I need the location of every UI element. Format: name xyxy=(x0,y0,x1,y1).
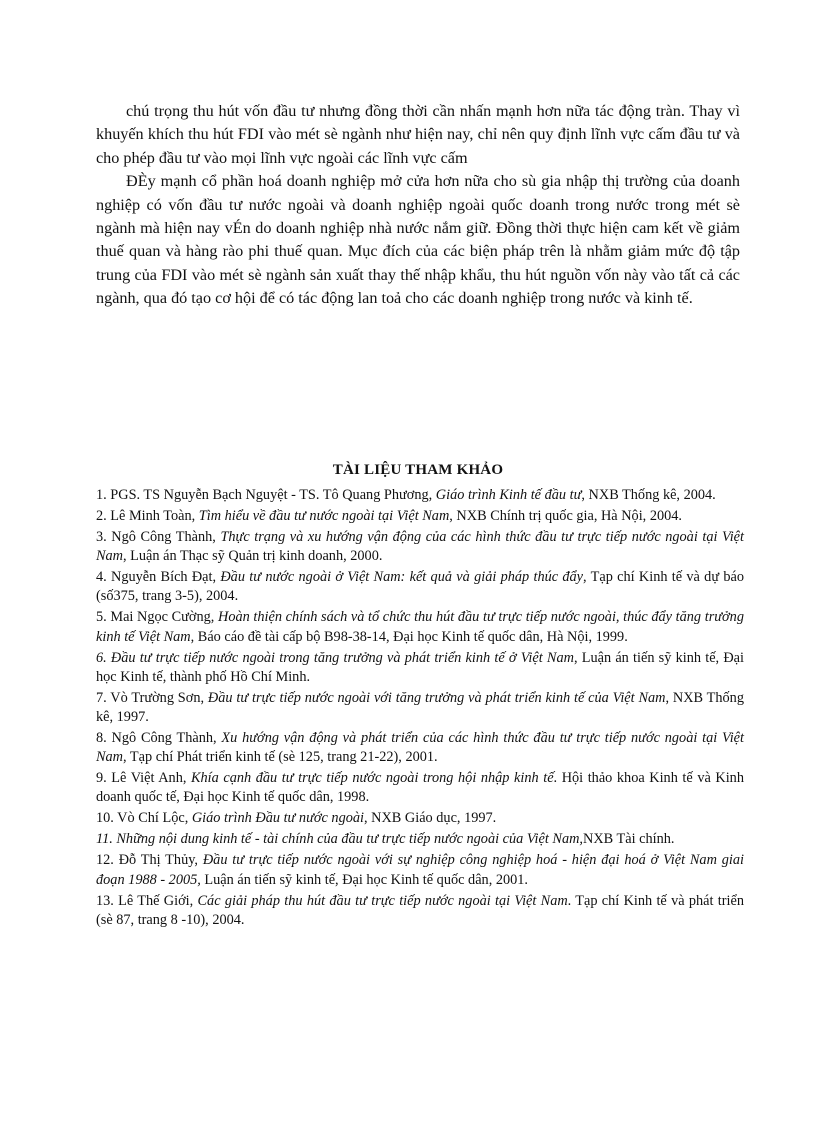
reference-item: 11. Những nội dung kinh tế - tài chính của đầu tư trực tiếp nước ngoài của Việt Nam,NXB Tài chính. xyxy=(96,831,675,848)
paragraph: ĐÈy mạnh cổ phần hoá doanh nghiệp mở cửa hơn nữa cho sù gia nhập thị trường của doanh nghiệp có vốn đầu tư nước ngoài và doanh nghiệp ngoài quốc doanh trong nước trong mét sè ngành mà hiện nay vÉn do doanh nghiệp nhà nước nắm giữ. Đồng thời thực hiện cam kết về giảm thuế quan và hàng rào phi thuế quan. Mục đích của các biện pháp trên là nhằm giảm mức độ tập trung của FDI vào mét sè ngành sản xuất thay thế nhập khẩu, thu hút nguồn vốn này vào tất cả các ngành, qua đó tạo cơ hội để có tác động lan toả cho các doanh nghiệp trong nước và kinh tế. xyxy=(96,172,740,308)
reference-item: 7. Vò Trường Sơn, Đầu tư trực tiếp nước ngoài với tăng trưởng và phát triển kinh tế của Việt Nam, NXB Thống kê, 1997. xyxy=(96,689,744,726)
reference-item: 8. Ngô Công Thành, Xu hướng vận động và phát triển của các hình thức đầu tư trực tiếp nước ngoài tại Việt Nam, Tạp chí Phát triển kinh tế (sè 125, trang 21-22), 2001. xyxy=(96,730,744,766)
reference-item: 9. Lê Việt Anh, Khía cạnh đầu tư trực tiếp nước ngoài trong hội nhập kinh tế. Hội thảo khoa Kinh tế và Kinh doanh quốc tế, Đại học Kinh tế quốc dân, 1998. xyxy=(96,770,744,806)
reference-item: 4. Nguyễn Bích Đạt, Đầu tư nước ngoài ở Việt Nam: kết quả và giải pháp thúc đẩy, Tạp chí Kinh tế và dự báo (số375, trang 3-5), 2004. xyxy=(96,569,744,605)
reference-item: 12. Đỗ Thị Thủy, Đầu tư trực tiếp nước ngoài với sự nghiệp công nghiệp hoá - hiện đại hoá ở Việt Nam giai đoạn 1988 - 2005, Luận án tiến sỹ kinh tế, Đại học Kinh tế quốc dân, 2001. xyxy=(96,852,744,888)
reference-item: 5. Mai Ngọc Cường, Hoàn thiện chính sách và tổ chức thu hút đầu tư trực tiếp nước ngoài, thúc đẩy tăng trưởng kinh tế Việt Nam, Báo cáo đề tài cấp bộ B98-38-14, Đại học Kinh tế quốc dân, Hà Nội, 1999. xyxy=(96,609,744,645)
paragraph: chú trọng thu hút vốn đầu tư nhưng đồng thời cần nhấn mạnh hơn nữa tác động tràn. Thay vì khuyến khích thu hút FDI vào mét sè ngành như hiện nay, chỉ nên quy định lĩnh vực cấm đầu tư và cho phép đầu tư vào mọi lĩnh vực ngoài các lĩnh vực cấm xyxy=(96,102,740,167)
references-list xyxy=(96,486,744,932)
reference-item: 10. Vò Chí Lộc, Giáo trình Đầu tư nước ngoài, NXB Giáo dục, 1997. xyxy=(96,810,497,827)
reference-item: 2. Lê Minh Toàn, Tìm hiểu về đầu tư nước ngoài tại Việt Nam, NXB Chính trị quốc gia, Hà Nội, 2004. xyxy=(96,508,682,524)
reference-item: 3. Ngô Công Thành, Thực trạng và xu hướng vận động của các hình thức đầu tư trực tiếp nước ngoài tại Việt Nam, Luận án Thạc sỹ Quản trị kinh doanh, 2000. xyxy=(96,529,744,565)
references-title: TÀI LIỆU THAM KHẢO xyxy=(332,462,504,478)
reference-item: 13. Lê Thế Giới, Các giải pháp thu hút đầu tư trực tiếp nước ngoài tại Việt Nam. Tạp chí Kinh tế và phát triển (sè 87, trang 8 -10), 2004. xyxy=(96,892,744,928)
reference-item: 6. Đầu tư trực tiếp nước ngoài trong tăng trưởng và phát triển kinh tế ở Việt Nam, Luận án tiến sỹ kinh tế, Đại học Kinh tế, thành phố Hồ Chí Minh. xyxy=(96,649,744,685)
body-text xyxy=(96,100,740,311)
reference-item: 1. PGS. TS Nguyễn Bạch Nguyệt - TS. Tô Quang Phương, Giáo trình Kinh tế đầu tư, NXB Thống kê, 2004. xyxy=(96,487,716,503)
